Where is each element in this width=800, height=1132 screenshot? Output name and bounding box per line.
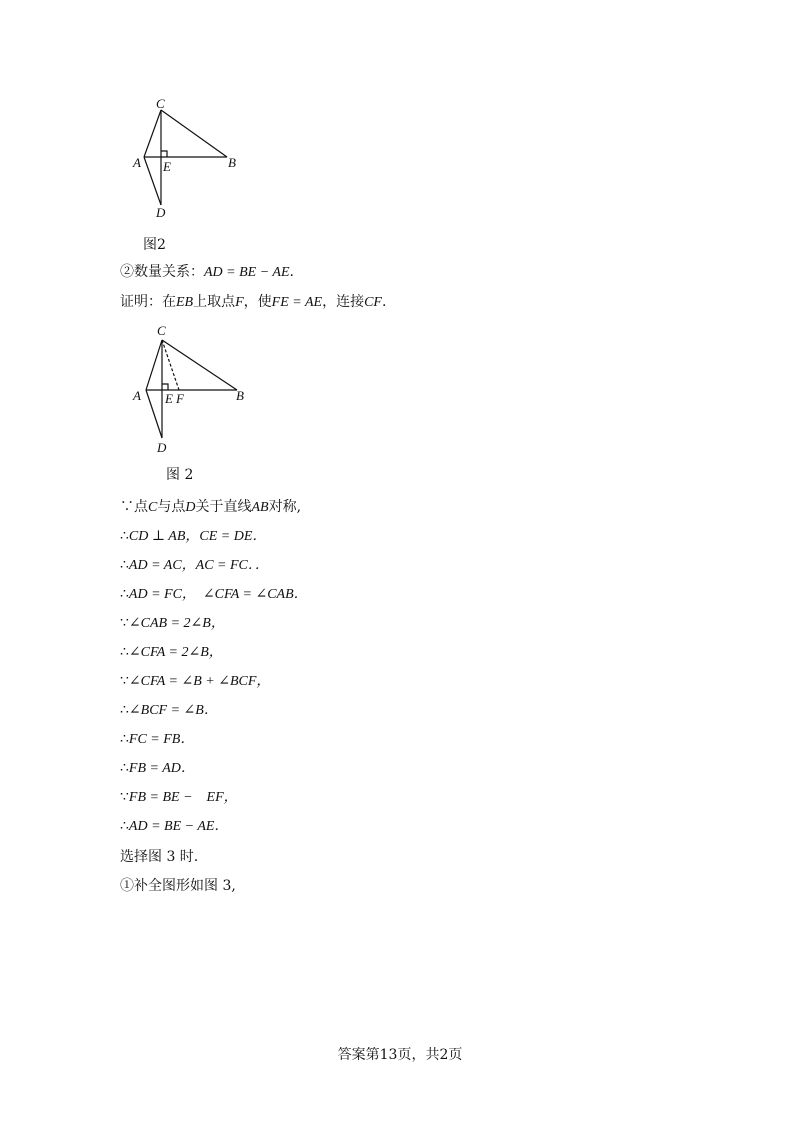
proof-line-7-text: ∠CFA = ∠B + ∠BCF， [128, 674, 271, 689]
proof-intro-cf: CF [364, 295, 382, 310]
therefore-symbol: ∴ [120, 702, 129, 718]
proof-line-1-d: D [185, 500, 196, 515]
therefore-symbol: ∴ [120, 818, 129, 834]
label-A: A [133, 155, 141, 170]
figure-2 [125, 318, 265, 458]
proof-line-10-text: FB = AD． [128, 761, 195, 776]
because-symbol: ∵ [120, 615, 129, 631]
proof-line-6 [120, 643, 223, 662]
label-C: C [156, 96, 165, 111]
proof-line-5-text: ∠CAB = 2∠B， [128, 616, 225, 631]
proof-line-8 [120, 701, 218, 720]
proof-line-6-text: ∠CFA = 2∠B， [128, 645, 223, 660]
proof-line-5 [120, 614, 225, 633]
proof-line-11 [120, 788, 238, 807]
proof-line-1-ab: AB [251, 500, 269, 515]
therefore-symbol: ∴ [120, 644, 129, 660]
proof-line-3 [120, 556, 269, 575]
proof-intro-mid3: ，连接 [322, 294, 365, 310]
proof-line-4-text: AD = FC， ∠CFA = ∠CAB． [128, 587, 308, 602]
proof-line-1-text: 对称, [268, 499, 302, 515]
choose-figure-3: 选择图 3 时. [120, 849, 199, 865]
proof-line-2-text: CD ⊥ AB，CE = DE． [128, 529, 267, 544]
proof-line-7 [120, 672, 270, 691]
proof-line-3-text: AD = AC，AC = FC．． [128, 558, 269, 573]
proof-line-9-text: FC = FB． [128, 732, 195, 747]
proof-intro-mid2: ，使 [243, 294, 272, 310]
proof-line-1-text: 与点 [157, 499, 186, 515]
label-F: F [176, 391, 184, 406]
proof-line-4 [120, 585, 308, 604]
because-symbol: ∵ [120, 673, 129, 689]
proof-intro-eq: FE = AE [271, 295, 323, 310]
label-E: E [163, 159, 171, 174]
label-C: C [157, 323, 166, 338]
item2-title: ②数量关系： [120, 264, 204, 280]
because-symbol: ∵ [120, 789, 129, 805]
proof-intro-end: . [381, 294, 387, 310]
proof-intro-prefix: 证明：在 [120, 294, 176, 310]
label-E: E [165, 391, 173, 406]
proof-line-10 [120, 759, 195, 778]
proof-intro-f: F [235, 295, 244, 310]
proof-line-12-text: AD = BE − AE． [128, 819, 229, 834]
label-B: B [228, 155, 236, 170]
proof-line-1-c: C [148, 500, 158, 515]
proof-line-9 [120, 730, 194, 749]
label-D: D [156, 205, 166, 220]
proof-intro [120, 293, 386, 312]
triangle-diagram-1 [125, 95, 255, 230]
therefore-symbol: ∴ [120, 557, 129, 573]
proof-line-1-text: 关于直线 [195, 499, 252, 515]
proof-line-2 [120, 527, 266, 546]
triangle-diagram-2 [125, 318, 265, 458]
therefore-symbol: ∴ [120, 586, 129, 602]
proof-line-1 [120, 498, 301, 517]
therefore-symbol: ∴ [120, 731, 129, 747]
figure-1 [125, 95, 255, 230]
proof-line-8-text: ∠BCF = ∠B． [128, 703, 218, 718]
figure-2-caption: 图 2 [166, 467, 194, 483]
figure-1-caption: 图2 [143, 237, 166, 253]
proof-line-11-text: FB = BE − EF， [128, 790, 238, 805]
because-symbol: ∵ [120, 499, 134, 515]
item2-statement [120, 263, 294, 282]
item1-figure-3: ①补全图形如图 3, [120, 878, 236, 894]
therefore-symbol: ∴ [120, 760, 129, 776]
label-D: D [157, 440, 167, 455]
page-footer: 答案第13页，共2页 [337, 1047, 463, 1063]
proof-line-12 [120, 817, 228, 836]
item2-end: . [289, 264, 294, 280]
label-A: A [133, 388, 141, 403]
therefore-symbol: ∴ [120, 528, 129, 544]
proof-line-1-text: 点 [134, 499, 148, 515]
proof-intro-eb: EB [176, 295, 194, 310]
proof-intro-mid1: 上取点 [193, 294, 236, 310]
label-B: B [236, 388, 244, 403]
item2-formula: AD = BE − AE [204, 265, 290, 280]
